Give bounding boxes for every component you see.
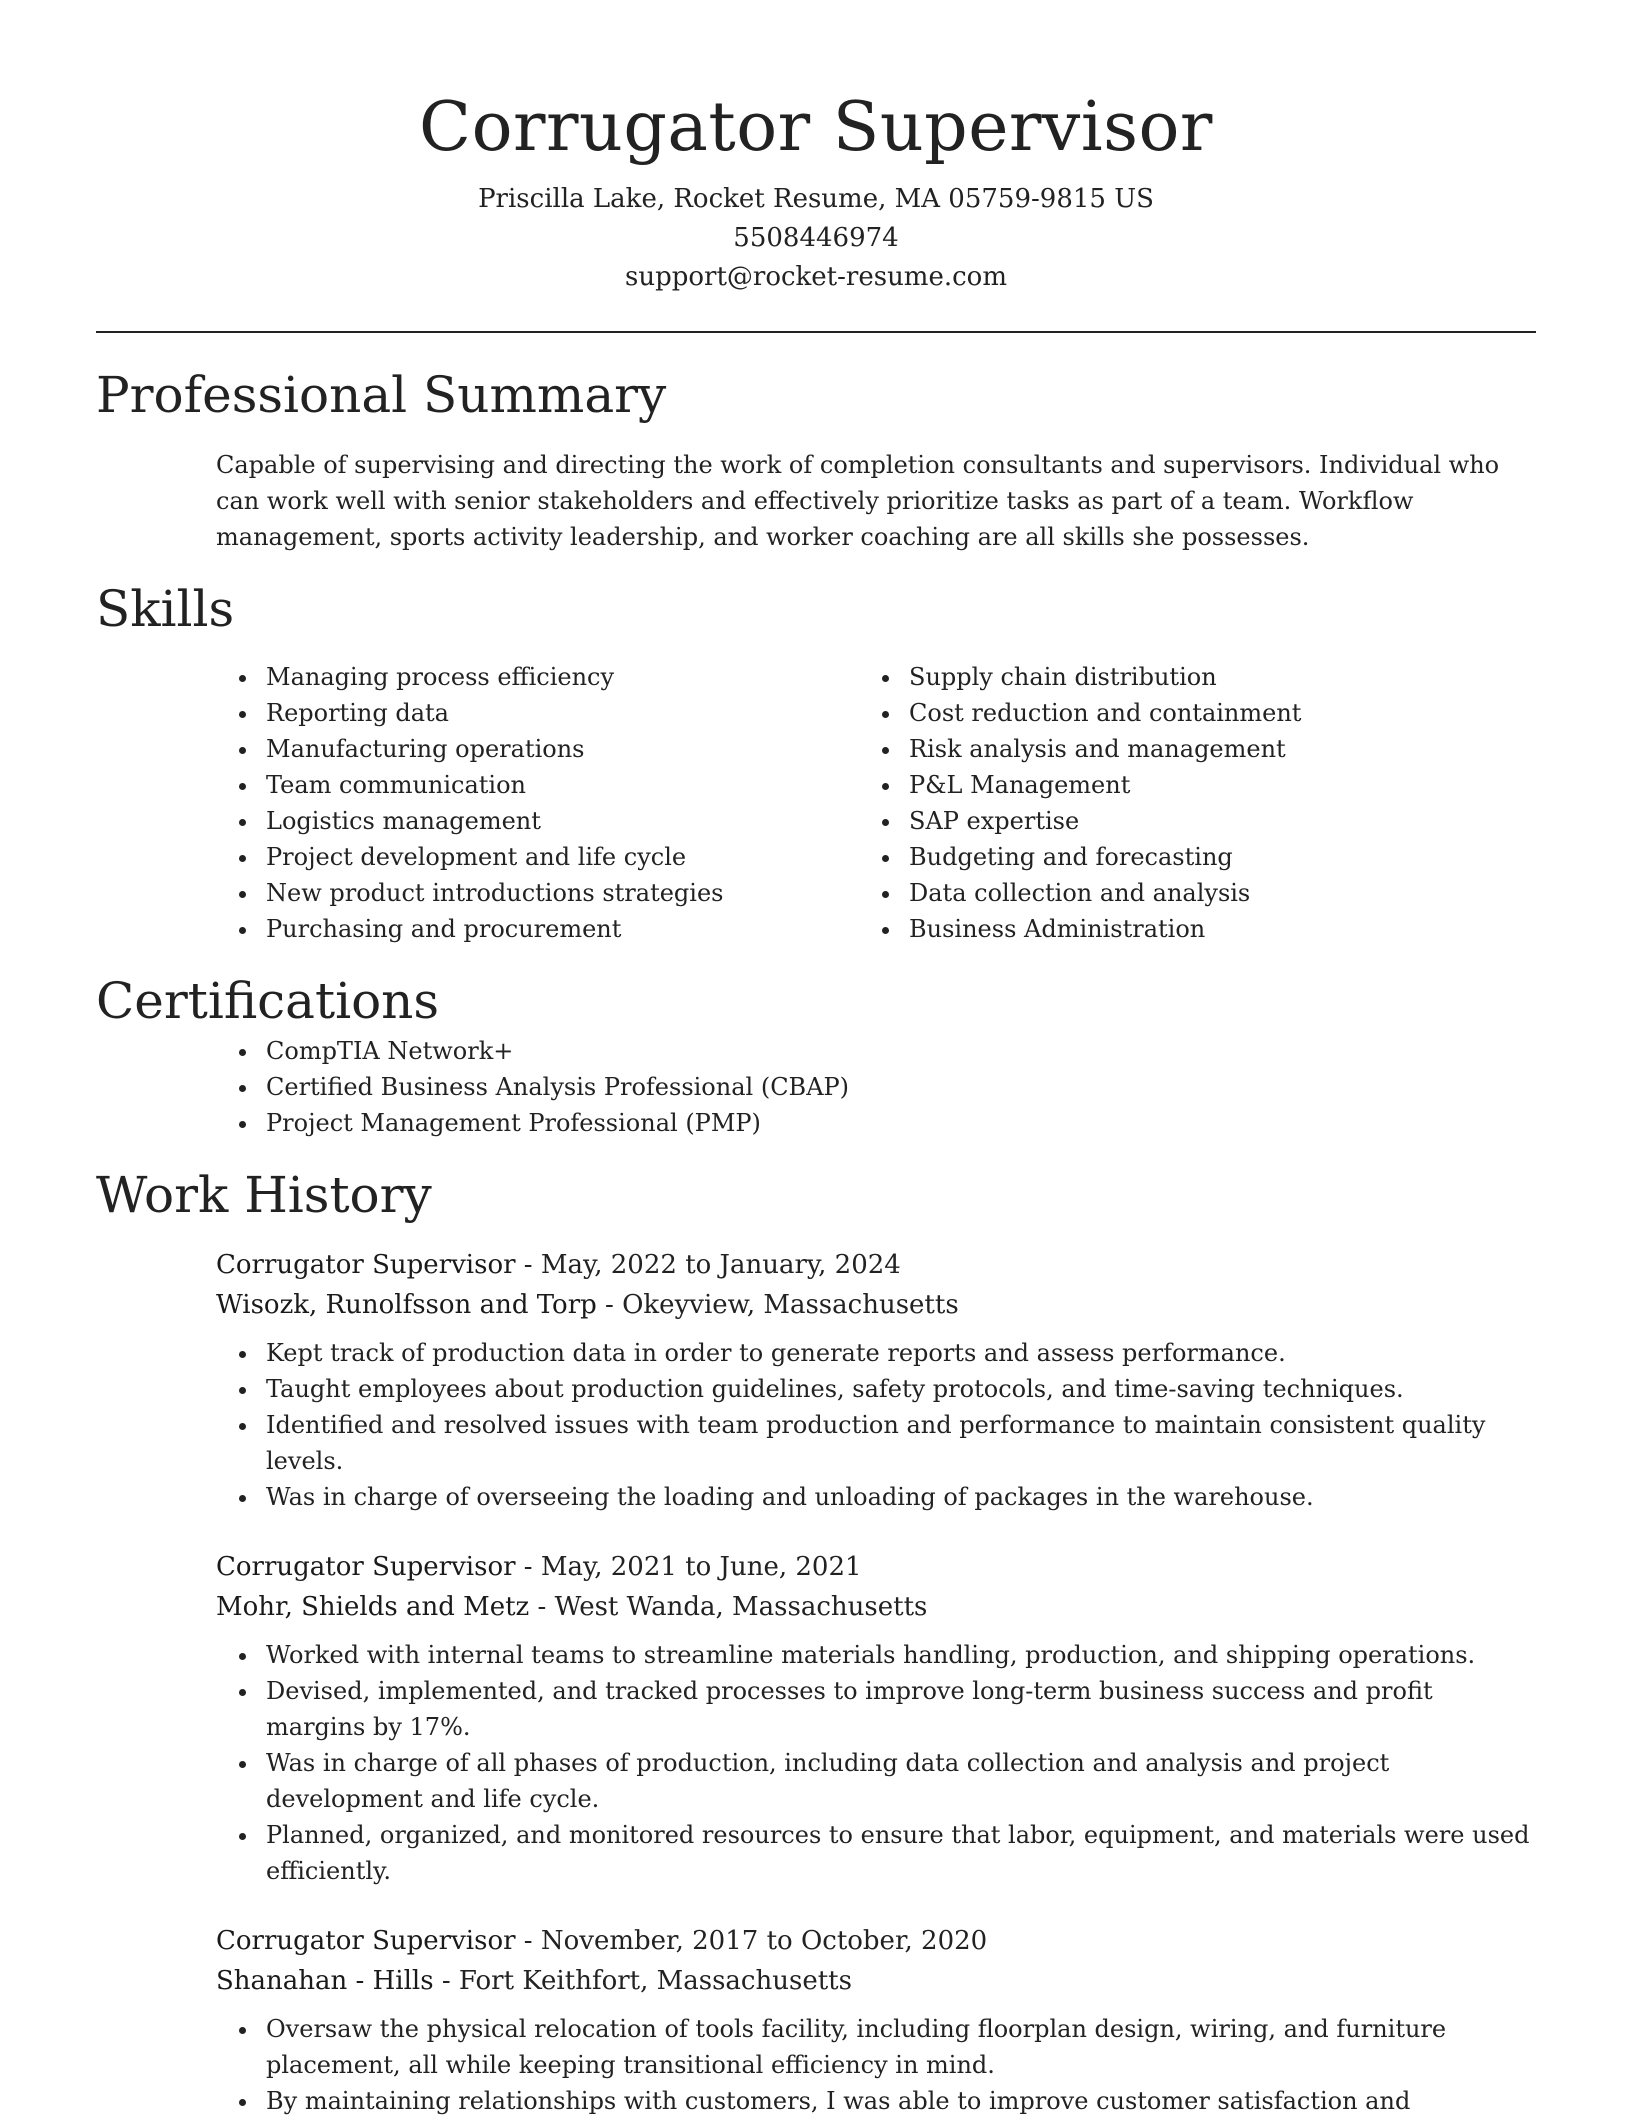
certifications-list	[96, 1033, 1536, 1141]
skill-item: • SAP expertise	[903, 803, 1536, 839]
skill-item: • Managing process efficiency	[260, 659, 893, 695]
skills-heading: Skills	[96, 580, 235, 638]
skill-item: • Business Administration	[903, 911, 1536, 947]
summary-text: Capable of supervising and directing the work of completion consultants and supervisors. Individual who can work well with senior stakeholders and effectively prioritize tasks as part of a team. Workflow management, sports activity leadership, and worker coaching are all skills she possesses.	[216, 451, 1500, 551]
job-bullets	[216, 1637, 1536, 1889]
job-title-line: Corrugator Supervisor - November, 2017 to October, 2020	[216, 1926, 988, 1956]
resume-title: Corrugator Supervisor	[419, 88, 1213, 167]
job-title: Corrugator Supervisor	[216, 1250, 516, 1280]
job-bullets	[216, 2011, 1536, 2119]
contact-email: support@rocket-resume.com	[624, 262, 1007, 292]
job-bullet: • Kept track of production data in order to generate reports and assess performance.	[260, 1335, 1536, 1371]
job-entry	[216, 1921, 1536, 2119]
contact-address: Priscilla Lake, Rocket Resume, MA 05759-9815 US	[478, 184, 1154, 214]
job-title: Corrugator Supervisor	[216, 1926, 516, 1956]
job-bullet: • Identified and resolved issues with team production and performance to maintain consistent quality levels.	[260, 1407, 1536, 1479]
header-divider	[96, 331, 1536, 333]
job-bullet: • Planned, organized, and monitored resources to ensure that labor, equipment, and materials were used efficiently.	[260, 1817, 1536, 1889]
job-dates: May, 2022 to January, 2024	[540, 1250, 901, 1280]
job-dates: November, 2017 to October, 2020	[540, 1926, 988, 1956]
work-history-section	[96, 1163, 1536, 2119]
job-company-line: Shanahan - Hills - Fort Keithfort, Massachusetts	[216, 1966, 852, 1996]
skill-item: • Supply chain distribution	[903, 659, 1536, 695]
certifications-section	[96, 969, 1536, 1141]
certifications-heading: Certifications	[96, 972, 440, 1030]
skill-item: • Data collection and analysis	[903, 875, 1536, 911]
job-bullets	[216, 1335, 1536, 1515]
job-location: West Wanda, Massachusetts	[554, 1592, 928, 1622]
skill-item: • Reporting data	[260, 695, 893, 731]
job-company-line: Mohr, Shields and Metz - West Wanda, Massachusetts	[216, 1592, 928, 1622]
job-bullet: • Taught employees about production guidelines, safety protocols, and time-saving techniques.	[260, 1371, 1536, 1407]
job-entry	[216, 1547, 1536, 1889]
job-bullet: • Devised, implemented, and tracked processes to improve long-term business success and profit margins by 17%.	[260, 1673, 1536, 1745]
job-bullet: • By maintaining relationships with customers, I was able to improve customer satisfaction and	[260, 2083, 1536, 2119]
skills-section	[96, 577, 1536, 947]
job-dates: May, 2021 to June, 2021	[540, 1552, 862, 1582]
job-bullet: • Was in charge of all phases of production, including data collection and analysis and project development and life cycle.	[260, 1745, 1536, 1817]
certification-item: • CompTIA Network+	[260, 1033, 1536, 1069]
skills-list-left	[96, 659, 893, 947]
job-entry	[216, 1245, 1536, 1515]
skill-item: • P&L Management	[903, 767, 1536, 803]
skill-item: • Logistics management	[260, 803, 893, 839]
summary-section	[96, 363, 1536, 555]
job-company: Shanahan - Hills	[216, 1966, 434, 1996]
skill-item: • Manufacturing operations	[260, 731, 893, 767]
job-title-line: Corrugator Supervisor - May, 2022 to January, 2024	[216, 1250, 901, 1280]
job-location: Okeyview, Massachusetts	[622, 1290, 959, 1320]
job-bullet: • Worked with internal teams to streamline materials handling, production, and shipping operations.	[260, 1637, 1536, 1673]
job-company: Wisozk, Runolfsson and Torp	[216, 1290, 597, 1320]
skill-item: • Purchasing and procurement	[260, 911, 893, 947]
job-location: Fort Keithfort, Massachusetts	[458, 1966, 852, 1996]
skill-item: • New product introductions strategies	[260, 875, 893, 911]
certification-item: • Project Management Professional (PMP)	[260, 1105, 1536, 1141]
job-bullet: • Oversaw the physical relocation of tools facility, including floorplan design, wiring, and furniture placement, all while keeping transitional efficiency in mind.	[260, 2011, 1536, 2083]
skill-item: • Cost reduction and containment	[903, 695, 1536, 731]
skills-columns	[96, 659, 1536, 947]
skill-item: • Risk analysis and management	[903, 731, 1536, 767]
job-company-line: Wisozk, Runolfsson and Torp - Okeyview, Massachusetts	[216, 1290, 959, 1320]
job-company: Mohr, Shields and Metz	[216, 1592, 530, 1622]
skill-item: • Budgeting and forecasting	[903, 839, 1536, 875]
job-title-line: Corrugator Supervisor - May, 2021 to June, 2021	[216, 1552, 862, 1582]
skill-item: • Team communication	[260, 767, 893, 803]
contact-phone: 5508446974	[733, 223, 899, 253]
work-history-heading: Work History	[96, 1166, 432, 1224]
contact-block	[96, 180, 1536, 297]
certification-item: • Certified Business Analysis Professional (CBAP)	[260, 1069, 1536, 1105]
job-title: Corrugator Supervisor	[216, 1552, 516, 1582]
job-bullet: • Was in charge of overseeing the loading and unloading of packages in the warehouse.	[260, 1479, 1536, 1515]
skill-item: • Project development and life cycle	[260, 839, 893, 875]
summary-heading: Professional Summary	[96, 366, 667, 424]
skills-list-right	[903, 659, 1536, 947]
resume-header	[96, 0, 1536, 297]
